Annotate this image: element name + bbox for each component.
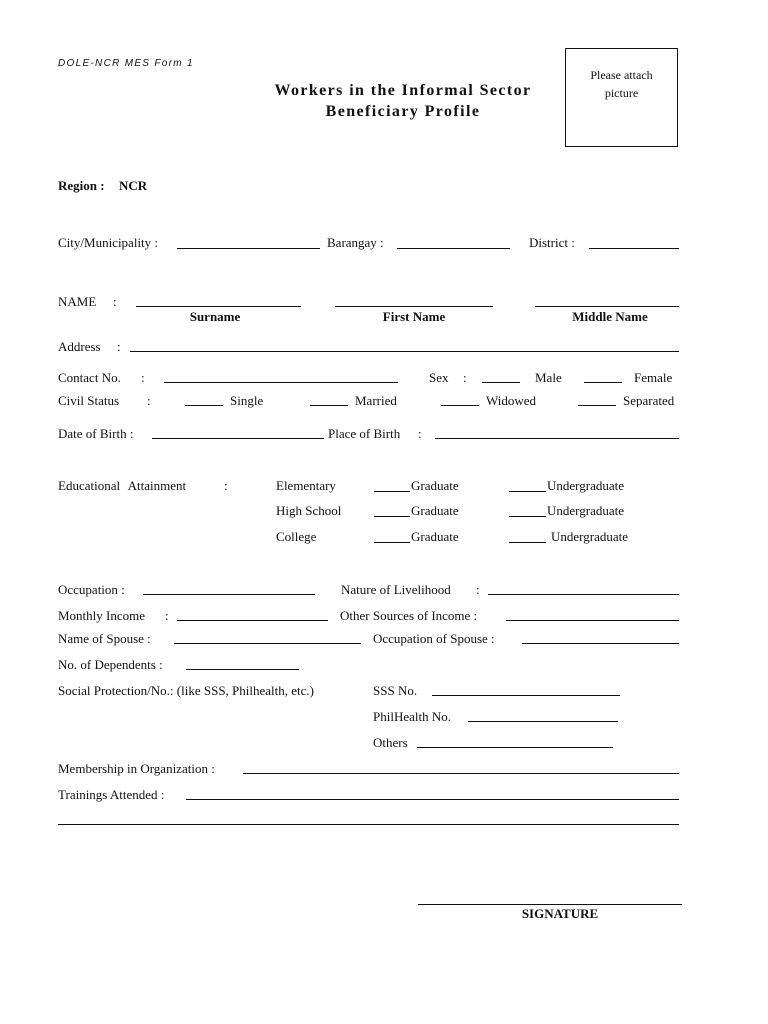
photo-box[interactable] [565, 48, 678, 147]
form-title: Workers in the Informal Sector [274, 82, 532, 99]
philhealth-label: PhilHealth No. [373, 709, 451, 724]
college-undergrad-label: Undergraduate [551, 529, 629, 544]
sex-colon: : [463, 370, 467, 385]
name-colon: : [113, 294, 117, 309]
civil-married-blank[interactable] [310, 405, 348, 406]
highschool-graduate-blank[interactable] [374, 516, 410, 517]
region-label: Region : [58, 178, 105, 193]
other-income-field[interactable] [506, 620, 679, 621]
first-name-caption: First Name [382, 309, 446, 324]
highschool-graduate-label: Graduate [411, 503, 459, 518]
name-label: NAME [58, 294, 97, 309]
spouse-name-field[interactable] [174, 643, 361, 644]
dependents-field[interactable] [186, 669, 299, 670]
sss-label: SSS No. [373, 683, 418, 698]
elementary-undergrad-blank[interactable] [509, 491, 546, 492]
elementary-undergrad-label: Undergraduate [547, 478, 625, 493]
monthly-income-label: Monthly Income [58, 608, 146, 623]
spouse-occupation-field[interactable] [522, 643, 679, 644]
civil-status-label: Civil Status [58, 393, 120, 408]
signature-line[interactable] [418, 904, 682, 905]
other-income-label: Other Sources of Income : [340, 608, 478, 623]
education-colon: : [224, 478, 228, 493]
livelihood-colon: : [476, 582, 480, 597]
barangay-field[interactable] [397, 248, 510, 249]
education-level-college: College [276, 529, 317, 544]
address-label: Address [58, 339, 101, 354]
sex-label: Sex [429, 370, 449, 385]
district-field[interactable] [589, 248, 679, 249]
signature-label: SIGNATURE [521, 906, 599, 921]
monthly-income-field[interactable] [177, 620, 328, 621]
others-label: Others [373, 735, 408, 750]
sex-female-label: Female [634, 370, 673, 385]
first-name-field[interactable] [335, 306, 493, 307]
dependents-label: No. of Dependents : [58, 657, 163, 672]
civil-separated-label: Separated [623, 394, 675, 407]
district-label: District : [529, 235, 575, 250]
pob-label: Place of Birth [328, 426, 401, 441]
trainings-field-continued[interactable] [58, 824, 679, 825]
social-protection-label: Social Protection/No.: (like SSS, Philhealth, etc.) [58, 683, 315, 698]
college-undergrad-blank[interactable] [509, 542, 546, 543]
address-field[interactable] [130, 351, 679, 352]
trainings-field[interactable] [186, 799, 679, 800]
philhealth-field[interactable] [468, 721, 618, 722]
monthly-income-colon: : [165, 608, 169, 623]
highschool-undergrad-label: Undergraduate [547, 503, 625, 518]
middle-name-caption: Middle Name [572, 309, 648, 324]
dob-label: Date of Birth : [58, 426, 134, 441]
livelihood-field[interactable] [488, 594, 679, 595]
spouse-name-label: Name of Spouse : [58, 631, 151, 646]
contact-field[interactable] [164, 382, 398, 383]
photo-box-line2: picture [604, 86, 639, 100]
city-field[interactable] [177, 248, 320, 249]
civil-separated-blank[interactable] [578, 405, 616, 406]
college-graduate-blank[interactable] [374, 542, 410, 543]
barangay-label: Barangay : [327, 235, 384, 250]
civil-widowed-label: Widowed [486, 393, 537, 408]
form-subtitle: Beneficiary Profile [325, 103, 481, 120]
sex-male-label: Male [535, 370, 562, 385]
college-graduate-label: Graduate [411, 529, 459, 544]
pob-field[interactable] [435, 438, 679, 439]
education-label: Educational Attainment [58, 478, 187, 493]
education-level-highschool: High School [276, 503, 342, 518]
surname-field[interactable] [136, 306, 301, 307]
highschool-undergrad-blank[interactable] [509, 516, 546, 517]
surname-caption: Surname [189, 309, 241, 324]
sex-female-blank[interactable] [584, 382, 622, 383]
others-field[interactable] [417, 747, 613, 748]
membership-label: Membership in Organization : [58, 761, 215, 776]
civil-widowed-blank[interactable] [441, 405, 479, 406]
civil-single-blank[interactable] [185, 405, 223, 406]
address-colon: : [117, 339, 121, 354]
membership-field[interactable] [243, 773, 679, 774]
civil-married-label: Married [355, 393, 397, 408]
region-value: NCR [119, 178, 148, 193]
occupation-label: Occupation : [58, 582, 125, 597]
form-code: DOLE-NCR MES Form 1 [58, 58, 194, 69]
spouse-occupation-label: Occupation of Spouse : [373, 631, 495, 646]
sex-male-blank[interactable] [482, 382, 520, 383]
trainings-label: Trainings Attended : [58, 787, 165, 802]
dob-field[interactable] [152, 438, 324, 439]
civil-status-colon: : [147, 393, 151, 408]
livelihood-label: Nature of Livelihood [341, 582, 451, 597]
contact-colon: : [141, 370, 145, 385]
elementary-graduate-blank[interactable] [374, 491, 410, 492]
contact-label: Contact No. [58, 370, 121, 385]
photo-box-line1: Please attach [590, 68, 653, 82]
middle-name-field[interactable] [535, 306, 679, 307]
elementary-graduate-label: Graduate [411, 478, 459, 493]
sss-field[interactable] [432, 695, 620, 696]
occupation-field[interactable] [143, 594, 315, 595]
education-level-elementary: Elementary [276, 478, 336, 493]
city-label: City/Municipality : [58, 235, 159, 250]
pob-colon: : [418, 426, 422, 441]
civil-single-label: Single [230, 393, 264, 408]
